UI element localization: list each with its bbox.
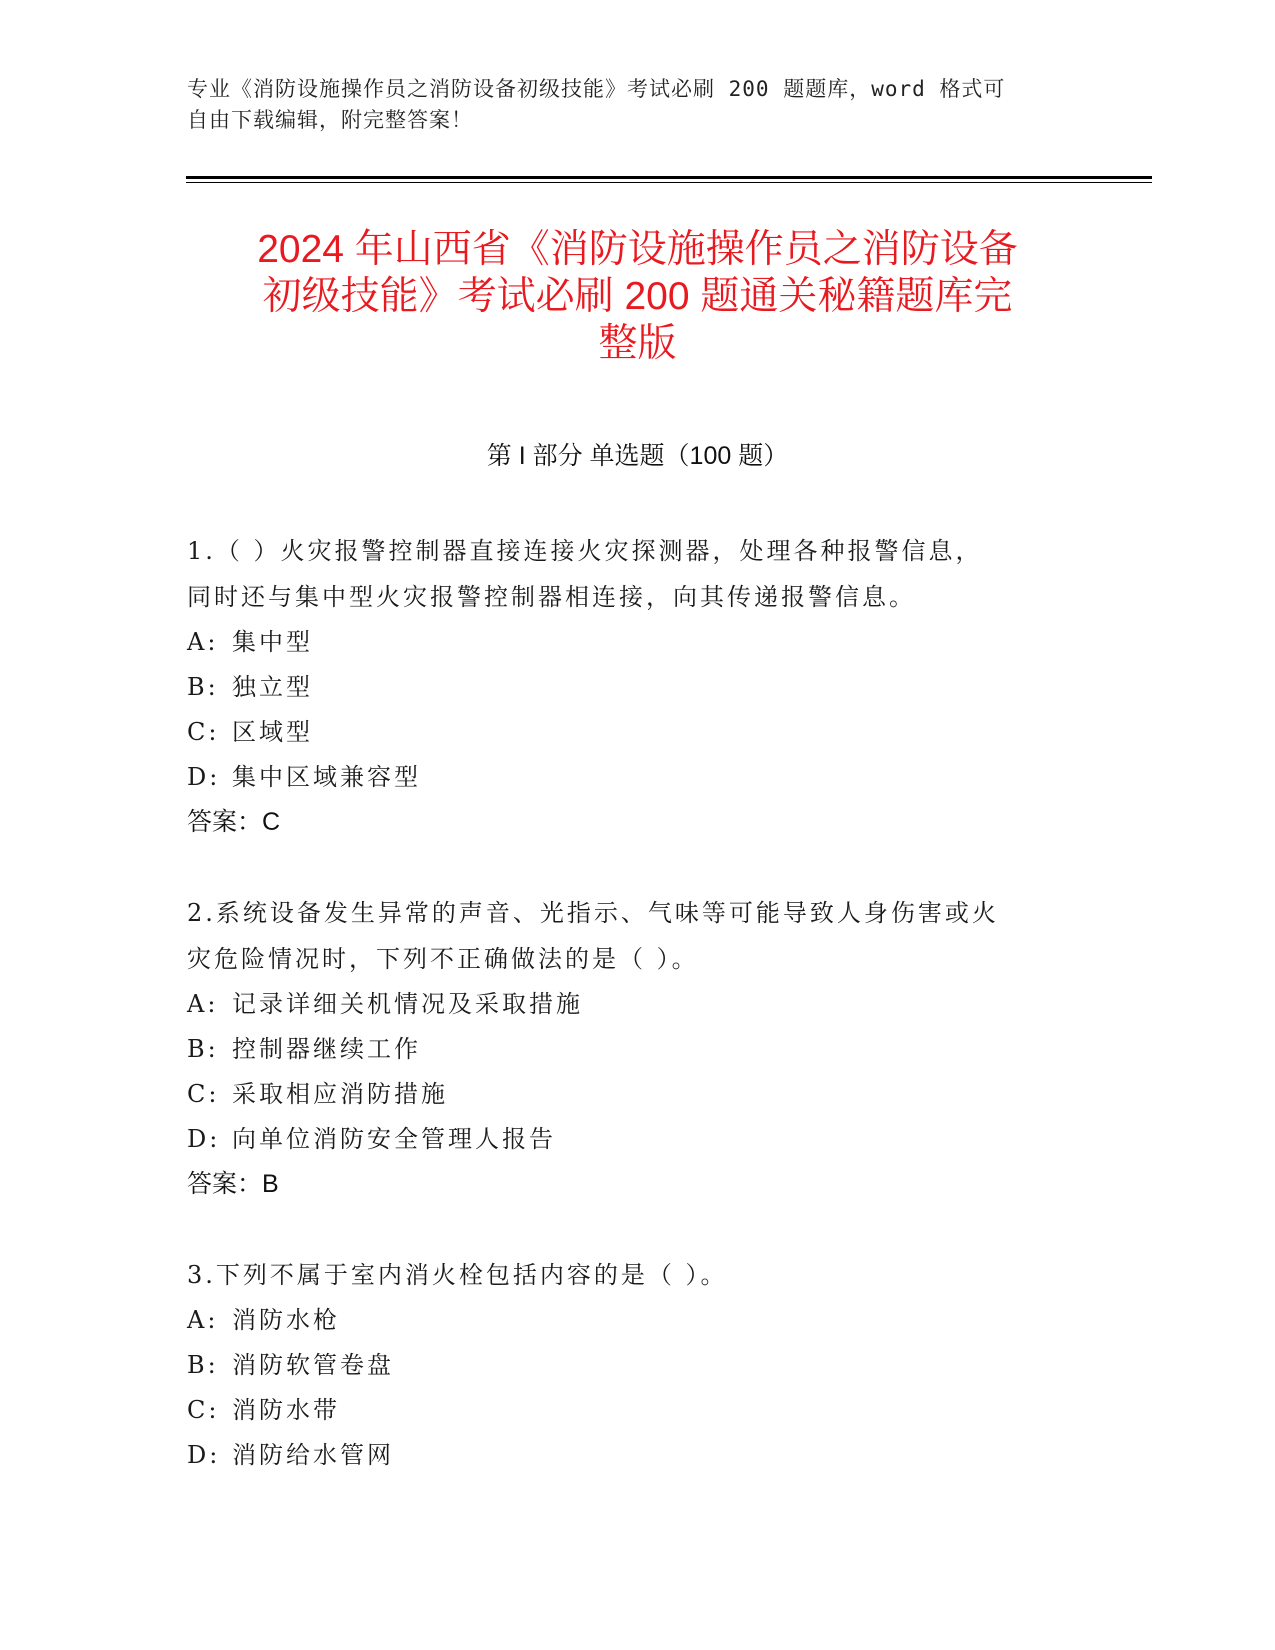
section-title: 第 I 部分 单选题（100 题）	[486, 442, 789, 470]
question-3	[187, 1252, 1067, 1478]
option-letter: D:	[187, 1441, 221, 1469]
option-c	[187, 1072, 1067, 1117]
option-text: 消防水带	[232, 1396, 340, 1424]
option-a	[187, 982, 1067, 1027]
header-rule-thick	[186, 176, 1152, 179]
option-letter: C:	[187, 1080, 220, 1108]
option-b	[187, 1343, 1067, 1388]
option-a	[187, 1298, 1067, 1343]
title-line-2: 初级技能》考试必刷 200 题通关秘籍题库完	[262, 275, 1013, 318]
question-2	[187, 890, 1067, 1207]
option-text: 记录详细关机情况及采取措施	[232, 990, 583, 1018]
option-d	[187, 755, 1067, 800]
option-letter: A:	[187, 990, 219, 1018]
header-note-line-1: 专业《消防设施操作员之消防设备初级技能》考试必刷 200 题题库，word 格式可	[187, 77, 1006, 101]
option-a	[187, 620, 1067, 665]
question-1	[187, 528, 1067, 845]
option-text: 消防给水管网	[232, 1441, 394, 1469]
option-b	[187, 665, 1067, 710]
header-note	[187, 74, 1067, 136]
title-line-1: 2024 年山西省《消防设施操作员之消防设备	[257, 228, 1018, 271]
answer: 答案：B	[187, 1170, 279, 1198]
option-text: 集中型	[232, 628, 313, 656]
question-spacer	[187, 845, 1067, 890]
option-b	[187, 1027, 1067, 1072]
option-letter: A:	[187, 1306, 219, 1334]
option-text: 消防软管卷盘	[232, 1351, 394, 1379]
option-letter: D:	[187, 1125, 221, 1153]
option-letter: B:	[187, 1351, 219, 1379]
option-text: 消防水枪	[232, 1306, 340, 1334]
option-d	[187, 1433, 1067, 1478]
option-text: 区域型	[232, 718, 313, 746]
option-letter: C:	[187, 718, 220, 746]
question-stem-line: 同时还与集中型火灾报警控制器相连接，向其传递报警信息。	[187, 583, 916, 611]
title-line-3: 整版	[598, 322, 677, 365]
option-c	[187, 710, 1067, 755]
option-text: 控制器继续工作	[232, 1035, 421, 1063]
header-rule-thin	[186, 182, 1152, 183]
question-list	[187, 528, 1067, 1478]
option-text: 向单位消防安全管理人报告	[232, 1125, 556, 1153]
option-text: 独立型	[232, 673, 313, 701]
document-title	[150, 226, 1125, 367]
option-text: 集中区域兼容型	[232, 763, 421, 791]
option-letter: A:	[187, 628, 219, 656]
question-stem-line: 灾危险情况时，下列不正确做法的是（ ）。	[187, 945, 699, 973]
option-letter: D:	[187, 763, 221, 791]
option-d	[187, 1117, 1067, 1162]
question-stem-line: 2.系统设备发生异常的声音、光指示、气味等可能导致人身伤害或火	[187, 899, 999, 927]
option-letter: B:	[187, 1035, 219, 1063]
option-text: 采取相应消防措施	[232, 1080, 448, 1108]
option-letter: B:	[187, 673, 219, 701]
option-letter: C:	[187, 1396, 220, 1424]
question-stem-line: 3.下列不属于室内消火栓包括内容的是（ ）。	[187, 1261, 728, 1289]
option-c	[187, 1388, 1067, 1433]
question-spacer	[187, 1207, 1067, 1252]
answer: 答案：C	[187, 808, 281, 836]
header-note-line-2: 自由下载编辑，附完整答案！	[187, 108, 473, 132]
question-stem-line: 1.（ ）火灾报警控制器直接连接火灾探测器，处理各种报警信息，	[187, 537, 983, 565]
